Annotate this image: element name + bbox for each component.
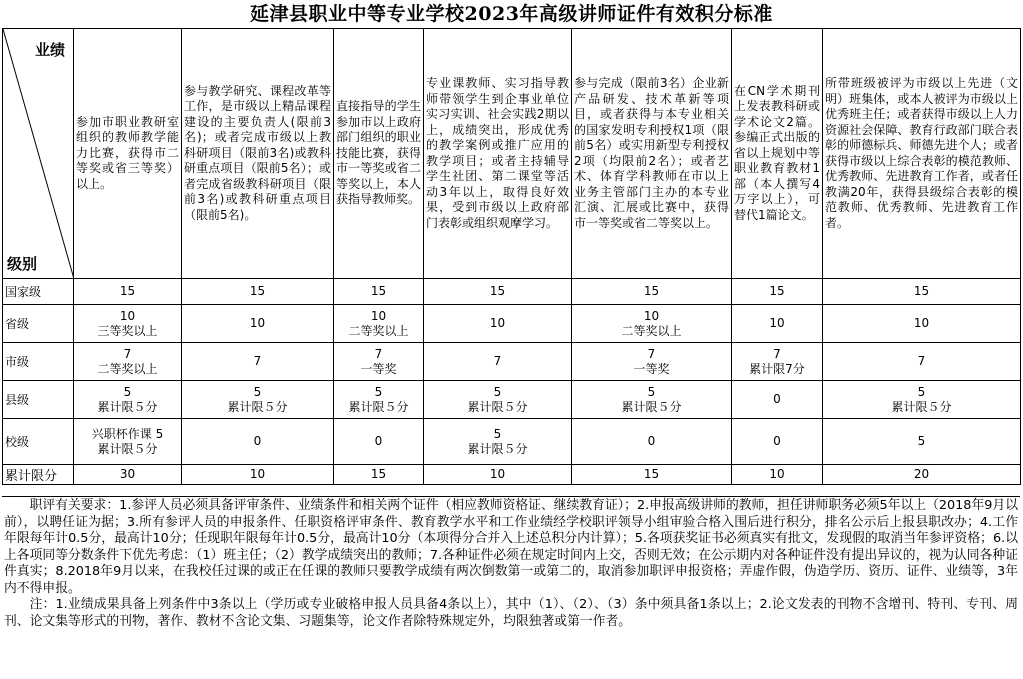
score-value: 0	[253, 434, 262, 448]
score-cell	[424, 343, 572, 381]
score-cell	[334, 419, 424, 465]
score-value: 7 一等奖	[360, 346, 397, 376]
column-desc-2: 参与教学研究、课程改革等工作，是市级以上精品课程建设的主要负责人(限前3名)；或者完成市级以上教科研项目（限前3名)或教科研重点项目（限前5名）；或者完成省级教科研项目（限前3名)或教科研重点项目（限前5名)。	[182, 29, 334, 279]
score-value: 7	[253, 354, 262, 368]
score-cell	[334, 465, 424, 485]
score-value: 0	[647, 434, 656, 448]
score-cell	[182, 381, 334, 419]
score-value: 10	[249, 467, 266, 481]
score-value: 5 累计限５分	[348, 384, 409, 414]
score-value: 15	[370, 467, 387, 481]
score-cell	[182, 419, 334, 465]
score-cell	[424, 305, 572, 343]
score-cell	[182, 279, 334, 305]
score-value: 5 累计限５分	[227, 384, 288, 414]
score-body	[3, 279, 1021, 485]
column-desc-5: 参与完成（限前3名）企业新产品研发、技术革新等项目，或者获得与本专业相关的国家发明专利授权1项（限前5名）或实用新型专利授权2项（均限前2名）；或者艺术、体育学科教师在市以上业务主管部门主办的本专业汇演、汇展或比赛中，获得市一等奖或省二等奖以上。	[572, 29, 732, 279]
score-cell	[823, 279, 1021, 305]
score-value: 15	[643, 284, 660, 298]
score-value: 0	[773, 434, 781, 448]
score-value: 7 一等奖	[633, 346, 670, 376]
score-table	[2, 28, 1021, 485]
level-label: 国家级	[3, 279, 74, 305]
score-value: 10 三等奖以上	[97, 308, 158, 338]
score-cell	[424, 465, 572, 485]
level-label: 累计限分	[3, 465, 74, 485]
level-label: 省级	[3, 305, 74, 343]
score-value: 10	[769, 316, 785, 330]
score-value: 5 累计限５分	[467, 426, 528, 456]
score-cell	[182, 465, 334, 485]
score-value: 7	[493, 354, 502, 368]
score-value: 10	[249, 316, 266, 330]
header-row	[3, 29, 1021, 279]
score-value: 15	[489, 284, 506, 298]
score-value: 7	[917, 354, 926, 368]
score-row	[3, 381, 1021, 419]
level-label: 市级	[3, 343, 74, 381]
score-cell	[732, 343, 823, 381]
score-cell	[823, 305, 1021, 343]
score-value: 10	[913, 316, 930, 330]
score-cell	[334, 305, 424, 343]
score-cell	[424, 419, 572, 465]
score-value: 10 二等奖以上	[621, 308, 682, 338]
remark-paragraph: 注：1.业绩成果具备上列条件中3条以上（学历或专业破格申报人员具备4条以上），其中（1）、（2）、（3）条中须具备1条以上；2.论文发表的刊物不含增刊、特刊、专刊、周刊、论文集等形式的刊物，著作、教材不含论文集、习题集等，论文作者除特殊规定外，均限独著或第一作者。	[4, 597, 1018, 629]
score-value: 15	[249, 284, 266, 298]
score-cell	[182, 343, 334, 381]
column-desc-3: 直接指导的学生参加市以上政府部门组织的职业技能比赛，获得市一等奖或省二等奖以上，本人获指导教师奖。	[334, 29, 424, 279]
page-title: 延津县职业中等专业学校2023年高级讲师证件有效积分标准	[250, 3, 773, 25]
score-value: 10	[489, 467, 506, 481]
score-row	[3, 465, 1021, 485]
score-cell	[572, 279, 732, 305]
score-value: 兴职杯作课 5 累计限５分	[91, 426, 164, 456]
score-cell	[334, 279, 424, 305]
score-row	[3, 305, 1021, 343]
score-cell	[334, 343, 424, 381]
score-cell	[732, 279, 823, 305]
score-cell	[334, 381, 424, 419]
score-cell	[182, 305, 334, 343]
score-value: 15	[913, 284, 930, 298]
divider	[2, 496, 1020, 497]
score-cell	[424, 279, 572, 305]
score-cell	[74, 465, 182, 485]
score-row	[3, 279, 1021, 305]
score-cell	[732, 419, 823, 465]
column-desc-1: 参加市职业教研室组织的教师教学能力比赛，获得市二等奖或省三等奖）以上。	[74, 29, 182, 279]
score-cell	[572, 305, 732, 343]
score-value: 5 累计限５分	[467, 384, 528, 414]
score-cell	[823, 419, 1021, 465]
score-value: 0	[374, 434, 383, 448]
score-cell	[572, 343, 732, 381]
score-cell	[823, 465, 1021, 485]
corner-label-level: 级别	[7, 255, 38, 273]
score-cell	[74, 419, 182, 465]
level-label: 校级	[3, 419, 74, 465]
score-value: 7 累计限7分	[749, 346, 805, 376]
score-cell	[74, 305, 182, 343]
score-cell	[424, 381, 572, 419]
corner-cell	[3, 29, 74, 279]
score-value: 15	[643, 467, 660, 481]
diagonal-line	[3, 29, 74, 279]
score-value: 15	[769, 284, 785, 298]
score-value: 0	[773, 392, 781, 406]
score-value: 15	[119, 284, 136, 298]
score-value: 10 二等奖以上	[348, 308, 409, 338]
score-cell	[74, 279, 182, 305]
score-value: 15	[370, 284, 387, 298]
score-row	[3, 419, 1021, 465]
corner-label-achievement: 业绩	[34, 41, 65, 59]
score-cell	[732, 465, 823, 485]
notes	[4, 498, 1018, 630]
score-value: 5 累计限５分	[621, 384, 682, 414]
score-cell	[572, 381, 732, 419]
column-desc-6: 在CN学术期刊上发表教科研或学术论文2篇。参编正式出版的省以上规划中等职业教育教材1部（本人撰写4万字以上），可替代1篇论文。	[732, 29, 823, 279]
score-value: 10	[769, 467, 785, 481]
level-label: 县级	[3, 381, 74, 419]
score-value: 20	[913, 467, 930, 481]
score-cell	[823, 343, 1021, 381]
score-cell	[74, 343, 182, 381]
column-desc-7: 所带班级被评为市级以上先进（文明）班集体，或本人被评为市级以上优秀班主任；或者获得市级以上人力资源社会保障、教育行政部门联合表彰的师德标兵、师德先进个人；或者获得市级以上综合表彰的模范教师、优秀教师、先进教育工作者，或者任教满20年，获得县级综合表彰的模范教师、优秀教师、先进教育工作者。	[823, 29, 1021, 279]
column-desc-4: 专业课教师、实习指导教师带领学生到企事业单位实习实训、社会实践2期以上，成绩突出，形成优秀的教学案例或推广应用的教学项目；或者主持辅导学生社团、第二课堂等活动3年以上，取得良好效果，受到市级以上政府部门表彰或组织观摩学习。	[424, 29, 572, 279]
score-value: 5 累计限５分	[97, 384, 158, 414]
score-cell	[732, 381, 823, 419]
score-cell	[572, 419, 732, 465]
score-value: 30	[119, 467, 136, 481]
score-cell	[732, 305, 823, 343]
score-value: 5 累计限５分	[891, 384, 952, 414]
score-cell	[823, 381, 1021, 419]
score-value: 7 二等奖以上	[97, 346, 158, 376]
score-row	[3, 343, 1021, 381]
requirements-paragraph: 职评有关要求：1.参评人员必须具备评审条件、业绩条件和相关两个证件（相应教师资格证、继续教育证）；2.申报高级讲师的教师，担任讲师职务必须5年以上（2018年9月以前），以聘任证为据；3.所有参评人员的申报条件、任职资格评审条件、教育教学水平和工作业绩经学校职评领导小组审验合格入围后进行积分，排名公示后上报县职改办；4.工作年限每年计0.5分，最高计10分；任现职年限每年计0.5分，最高计10分（本项得分合并入上述总积分内计算）；5.各项获奖证书必须真实有批文，发现假的取消当年参评资格；6.以上各项同等分数条件下优先考虑：（1）班主任；（2）教学成绩突出的教师；7.各种证件必须在规定时间内上交，否则无效；在公示期内对各种证件没有提出异议的，视为认同各种证件真实；8.2018年9月以来，在我校任过课的或正在任课的教师只要教学成绩有两次倒数第一或第二的，取消参加职评申报资格；弄虚作假，伪造学历、资历、证件、业绩等，3年内不得申报。	[4, 498, 1018, 596]
score-value: 5	[917, 434, 926, 448]
score-value: 10	[489, 316, 506, 330]
score-cell	[572, 465, 732, 485]
score-cell	[74, 381, 182, 419]
